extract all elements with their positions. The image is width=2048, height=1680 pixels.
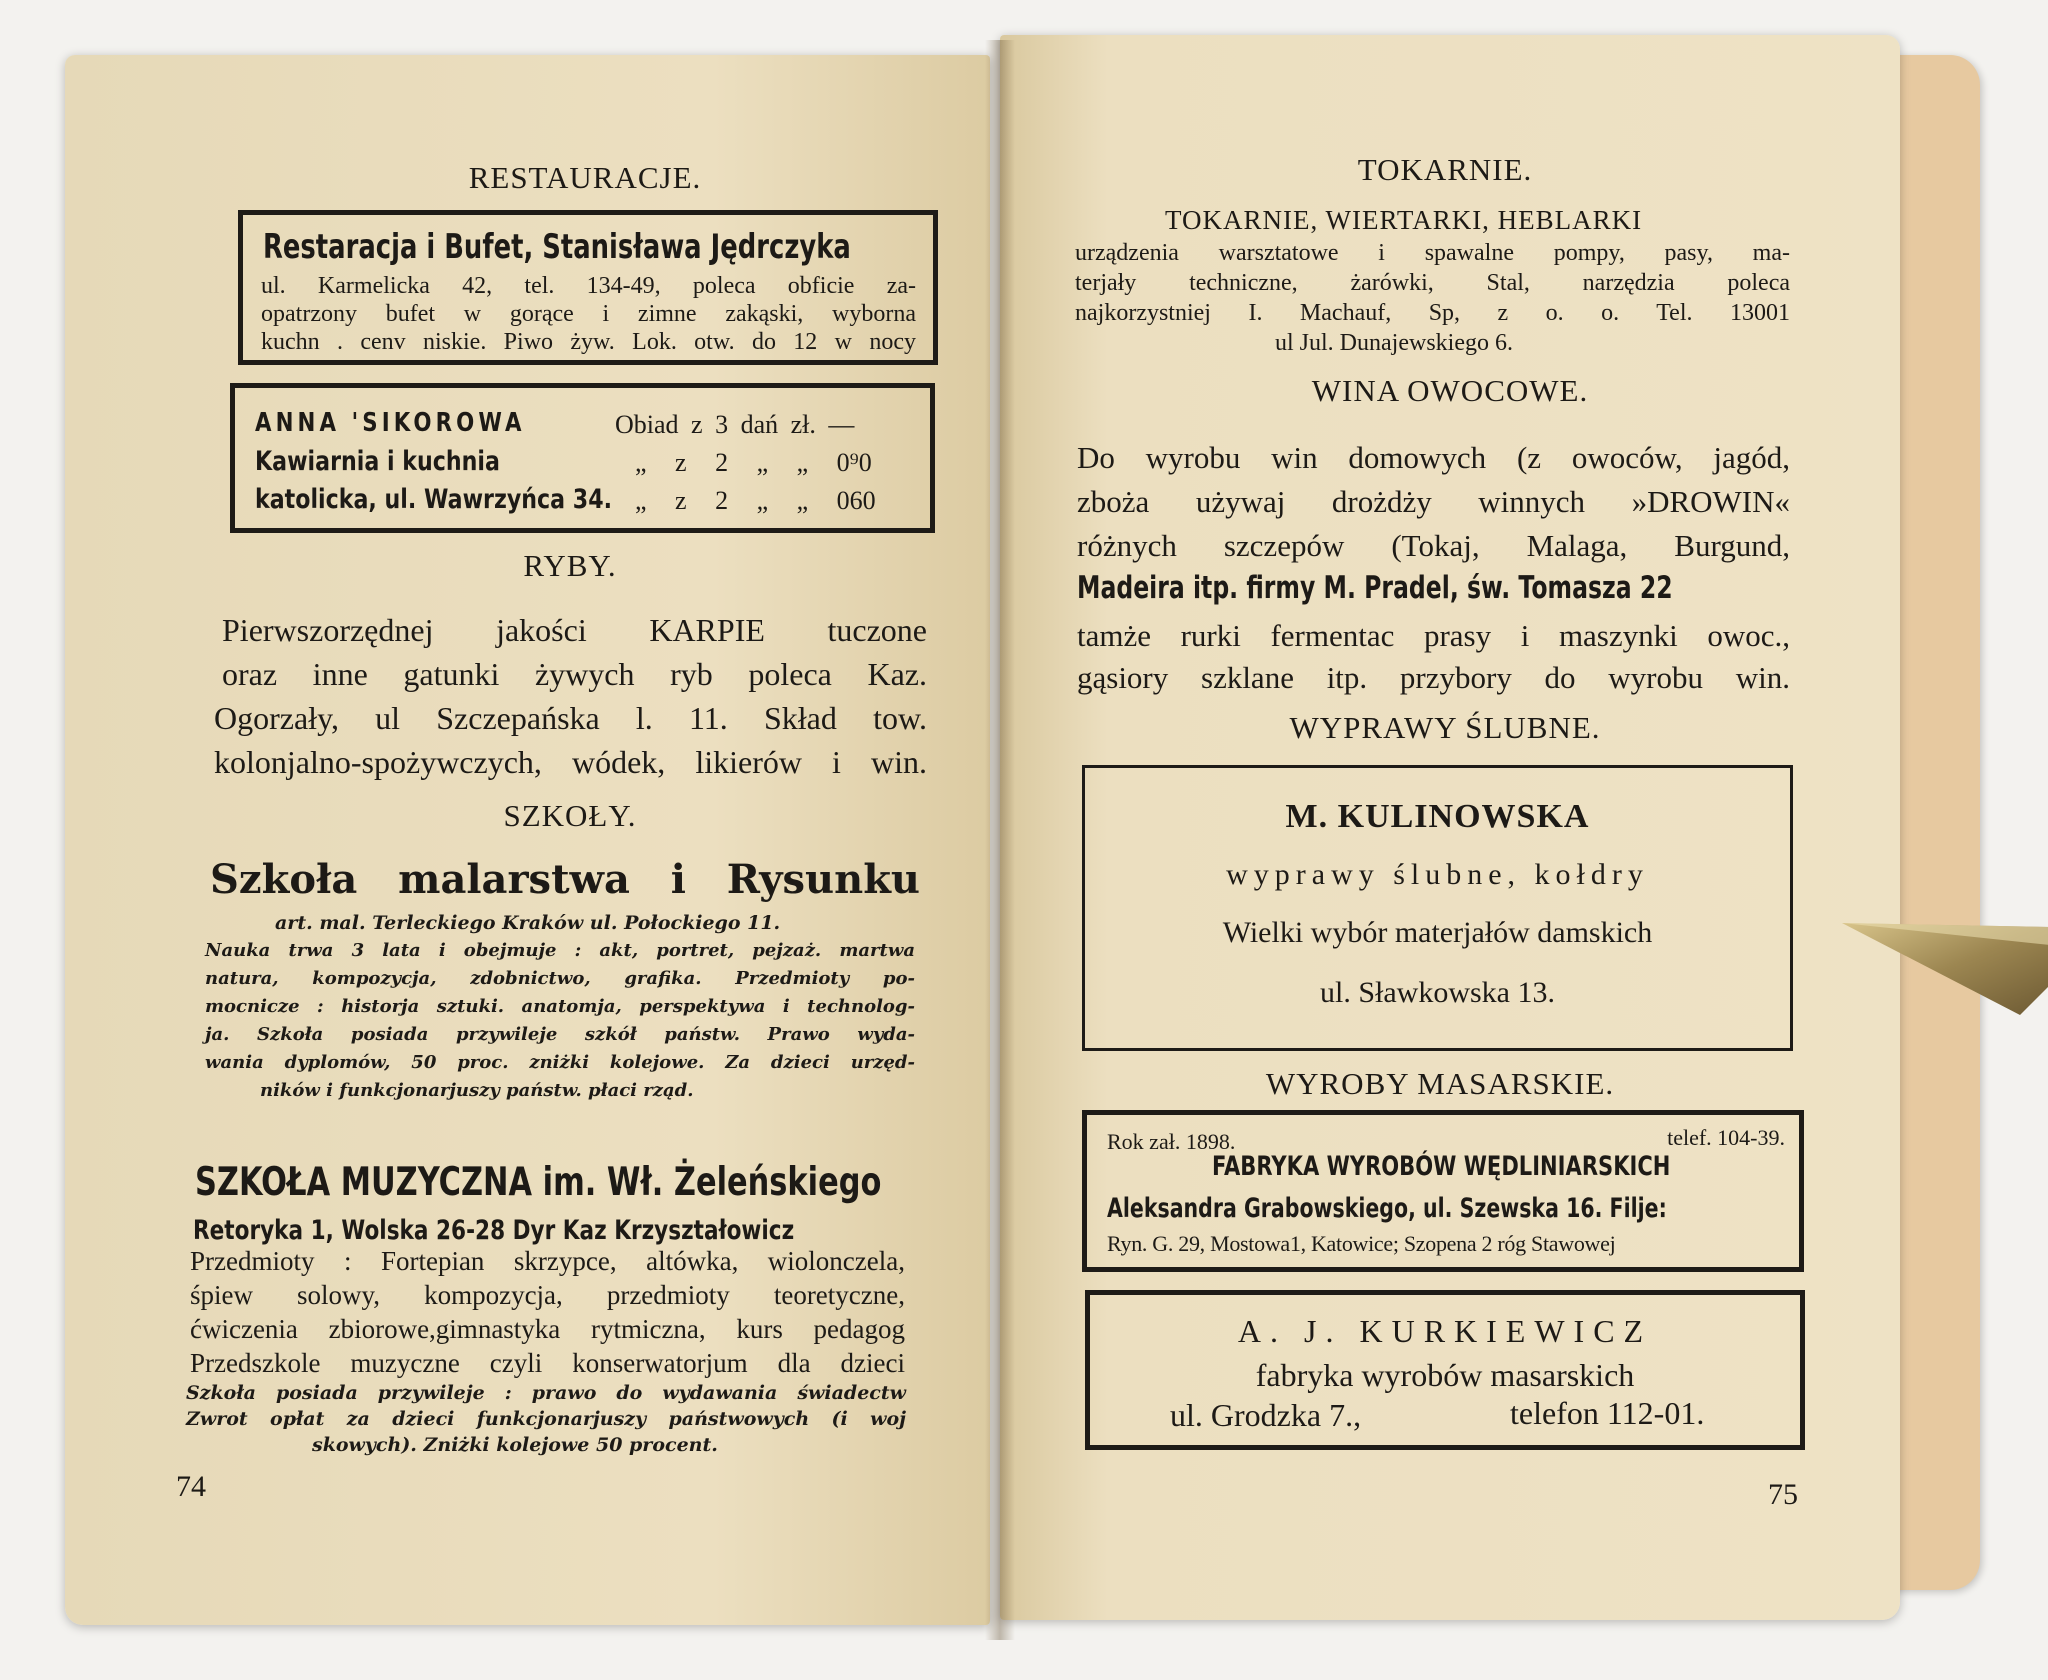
tokarnie-subheading: TOKARNIE, WIERTARKI, HEBLARKI bbox=[1165, 205, 1643, 235]
school-music-line: śpiew solowy, kompozycja, przedmioty teoretyczne, bbox=[190, 1280, 905, 1310]
wina-line: zboża używaj drożdży winnych »DROWIN« bbox=[1077, 484, 1790, 519]
school-painting-line: ników i funkcjonarjuszy państw. płaci rząd. bbox=[260, 1080, 694, 1101]
ad-grabowski-year: Rok zał. 1898. bbox=[1107, 1129, 1236, 1154]
ad-sikorowa-line: Kawiarnia i kuchnia bbox=[255, 446, 500, 477]
school-painting-line: natura, kompozycja, zdobnictwo, grafika. Przedmioty po- bbox=[205, 968, 915, 989]
ryby-text-line: oraz inne gatunki żywych ryb poleca Kaz. bbox=[222, 656, 927, 692]
page-number-left: 74 bbox=[176, 1470, 206, 1503]
ad-kulinowska-address: ul. Sławkowska 13. bbox=[1320, 976, 1555, 1009]
ad-kulinowska-line: Wielki wybór materjałów damskich bbox=[1222, 916, 1653, 949]
ad-kurkiewicz-name: A. J. KURKIEWICZ bbox=[1237, 1313, 1653, 1349]
tokarnie-line: urządzenia warsztatowe i spawalne pompy, pasy, ma- bbox=[1075, 240, 1790, 266]
wina-line: Madeira itp. firmy M. Pradel, św. Tomasza 22 bbox=[1077, 570, 1673, 606]
ad-sikorowa-name: ANNA 'SIKOROWA bbox=[255, 408, 526, 438]
school-painting-line: Nauka trwa 3 lata i obejmuje : akt, portret, pejzaż. martwa bbox=[205, 940, 915, 961]
school-music-italic-line: Zwrot opłat za dzieci funkcjonarjuszy państwowych (i woj bbox=[186, 1408, 906, 1430]
ad-sikorowa-price: Obiad z 3 dań zł. — bbox=[615, 410, 855, 439]
heading-szkoly: SZKOŁY. bbox=[503, 798, 637, 833]
ad-kurkiewicz-phone: telefon 112-01. bbox=[1510, 1395, 1705, 1431]
school-music-sub: Retoryka 1, Wolska 26-28 Dyr Kaz Krzyształowicz bbox=[193, 1215, 795, 1246]
heading-wina-owocowe: WINA OWOCOWE. bbox=[1311, 373, 1589, 408]
wina-line: tamże rurki fermentac prasy i maszynki owoc., bbox=[1077, 618, 1790, 653]
heading-ryby: RYBY. bbox=[523, 548, 617, 583]
school-painting-title: Szkoła malarstwa i Rysunku bbox=[210, 856, 920, 903]
school-music-title: SZKOŁA MUZYCZNA im. Wł. Żeleńskiego bbox=[195, 1160, 882, 1205]
heading-restauracje: RESTAURACJE. bbox=[468, 160, 702, 195]
school-music-line: Przedszkole muzyczne czyli konserwatorjum dla dzieci bbox=[190, 1348, 905, 1378]
ryby-text-line: kolonjalno-spożywczych, wódek, likierów i win. bbox=[214, 744, 927, 780]
school-painting-line: mocnicze : historja sztuki. anatomja, perspektywa i technolog- bbox=[205, 996, 915, 1017]
ad-grabowski-title: FABRYKA WYROBÓW WĘDLINIARSKICH bbox=[1212, 1151, 1671, 1182]
school-painting-line: ja. Szkoła posiada przywileje szkół państw. Prawo wyda- bbox=[205, 1024, 915, 1045]
ad-grabowski bbox=[1082, 1110, 1804, 1272]
tokarnie-line: ul Jul. Dunajewskiego 6. bbox=[1275, 330, 1513, 356]
page-number-right: 75 bbox=[1768, 1478, 1798, 1511]
ad-jedrczyk-title: Restaracja i Bufet, Stanisława Jędrczyka bbox=[263, 227, 851, 267]
school-music-italic-line: Szkoła posiada przywileje : prawo do wydawania świadectw bbox=[186, 1382, 906, 1404]
heading-tokarnie: TOKARNIE. bbox=[1357, 152, 1533, 187]
ad-grabowski-line: Aleksandra Grabowskiego, ul. Szewska 16. Filje: bbox=[1107, 1193, 1667, 1224]
school-music-line: ćwiczenia zbiorowe,gimnastyka rytmiczna, kurs pedagog bbox=[190, 1314, 905, 1344]
tokarnie-line: terjały techniczne, żarówki, Stal, narzędzia poleca bbox=[1075, 270, 1790, 296]
ad-grabowski-phone: telef. 104-39. bbox=[1667, 1125, 1785, 1150]
ad-jedrczyk-line: kuchn . cenv niskie. Piwo żyw. Lok. otw. do 12 w nocy bbox=[261, 329, 916, 355]
school-music-line: Przedmioty : Fortepian skrzypce, altówka, wiolonczela, bbox=[190, 1246, 905, 1276]
brass-pointer-icon bbox=[1840, 905, 2048, 1015]
school-painting-line: art. mal. Terleckiego Kraków ul. Połockiego 11. bbox=[275, 912, 781, 934]
school-painting-line: wania dyplomów, 50 proc. zniżki kolejowe. Za dzieci urzęd- bbox=[205, 1052, 915, 1073]
book-spine bbox=[985, 40, 1015, 1640]
ad-kulinowska-name: M. KULINOWSKA bbox=[1285, 798, 1590, 835]
ad-kurkiewicz-line: fabryka wyrobów masarskich bbox=[1255, 1357, 1635, 1393]
ad-jedrczyk-line: ul. Karmelicka 42, tel. 134-49, poleca obficie za- bbox=[261, 273, 916, 299]
ad-grabowski-line: Ryn. G. 29, Mostowa1, Katowice; Szopena 2 róg Stawowej bbox=[1107, 1231, 1616, 1256]
tokarnie-line: najkorzystniej I. Machauf, Sp, z o. o. Tel. 13001 bbox=[1075, 300, 1790, 326]
ad-sikorowa bbox=[230, 383, 935, 533]
ryby-text-line: Pierwszorzędnej jakości KARPIE tuczone bbox=[222, 612, 927, 648]
wina-line: Do wyrobu win domowych (z owoców, jagód, bbox=[1077, 440, 1790, 475]
ryby-text-line: Ogorzały, ul Szczepańska l. 11. Skład tow. bbox=[214, 700, 927, 736]
ad-jedrczyk bbox=[238, 210, 938, 365]
heading-wyroby-masarskie: WYROBY MASARSKIE. bbox=[1265, 1066, 1615, 1101]
ad-sikorowa-price: „ z 2 „ „ 060 bbox=[635, 486, 876, 515]
ad-sikorowa-line: katolicka, ul. Wawrzyńca 34. bbox=[255, 484, 613, 515]
ad-kulinowska-line: wyprawy ślubne, kołdry bbox=[1226, 858, 1649, 891]
ad-jedrczyk-line: opatrzony bufet w gorące i zimne zakąski, wyborna bbox=[261, 301, 916, 327]
ad-kulinowska bbox=[1082, 765, 1793, 1051]
wina-line: gąsiory szklane itp. przybory do wyrobu win. bbox=[1077, 660, 1790, 695]
ad-kurkiewicz-address: ul. Grodzka 7., bbox=[1170, 1397, 1362, 1433]
heading-wyprawy-slubne: WYPRAWY ŚLUBNE. bbox=[1289, 710, 1601, 745]
ad-kurkiewicz bbox=[1085, 1290, 1805, 1450]
ad-sikorowa-price: „ z 2 „ „ 0⁹0 bbox=[635, 448, 872, 477]
school-music-italic-line: skowych). Zniżki kolejowe 50 procent. bbox=[312, 1434, 718, 1456]
wina-line: różnych szczepów (Tokaj, Malaga, Burgund, bbox=[1077, 528, 1790, 563]
